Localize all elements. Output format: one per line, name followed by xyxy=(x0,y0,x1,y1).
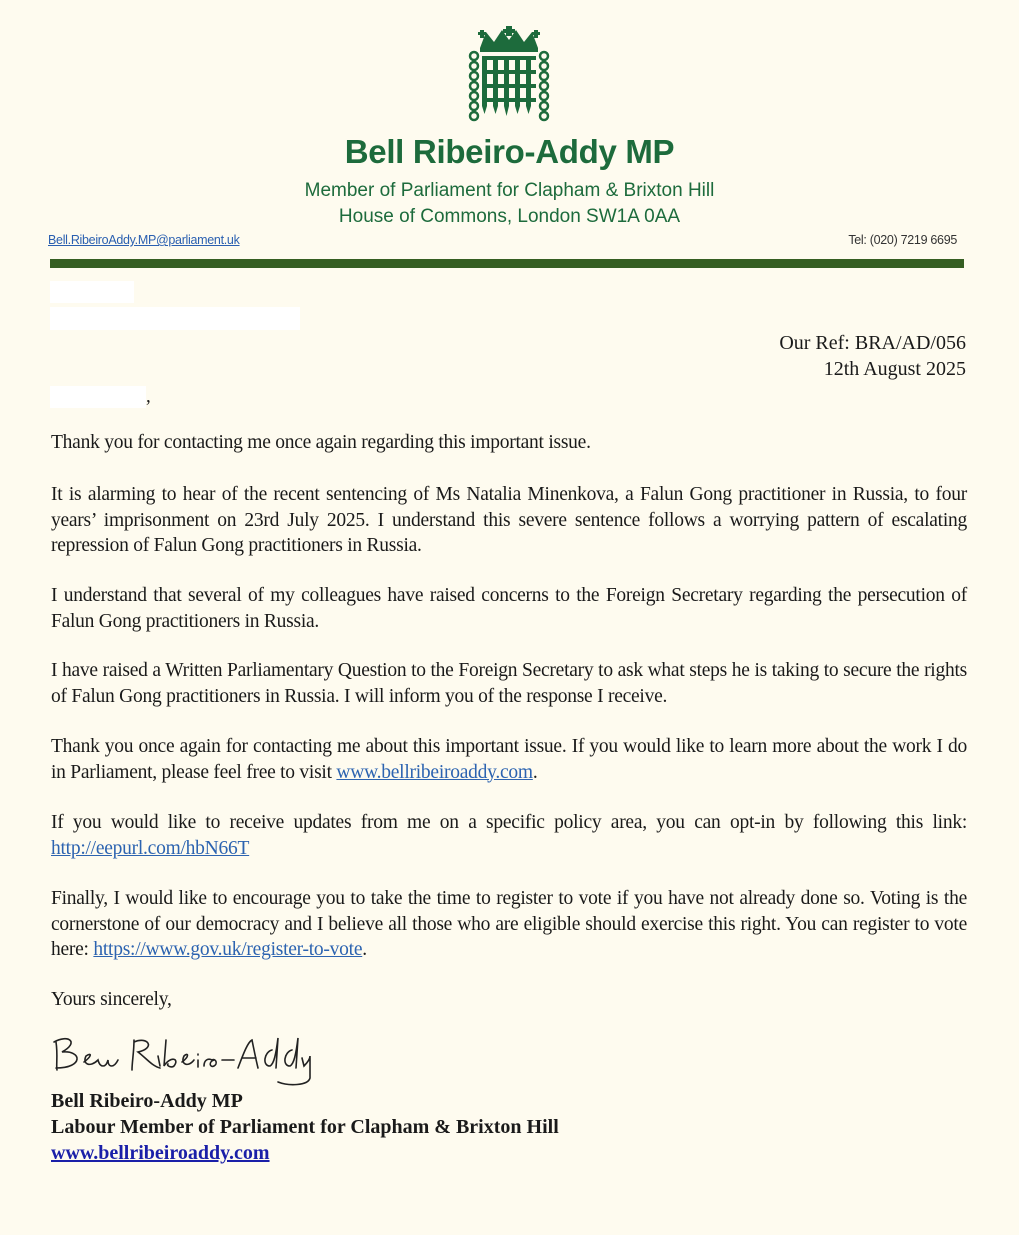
paragraph-5 xyxy=(51,734,967,785)
paragraph-5-end: . xyxy=(532,761,538,783)
paragraph-2: It is alarming to hear of the recent sentencing of Ms Natalia Minenkova, a Falun Gong practitioner in Russia, to four years’ imprisonment on 23rd July 2025. I understand this severe sentence follows a worrying pattern of escalating repression of Falun Gong practitioners in Russia. xyxy=(51,484,967,556)
letter-date: 12th August 2025 xyxy=(823,358,966,380)
signatory-website xyxy=(51,1140,270,1166)
letterhead-constituency: Member of Parliament for Clapham & Brixton Hill xyxy=(304,180,715,201)
email-link[interactable]: Bell.RibeiroAddy.MP@parliament.uk xyxy=(48,233,240,247)
website-link[interactable]: www.bellribeiroaddy.com xyxy=(336,761,533,783)
signatory-website-link[interactable]: www.bellribeiroaddy.com xyxy=(51,1142,270,1164)
paragraph-7-end: . xyxy=(362,939,367,960)
letterhead-address: House of Commons, London SW1A 0AA xyxy=(338,206,681,227)
paragraph-6-text: If you would like to receive updates from me on a specific policy area, you can opt-in by following this link: xyxy=(51,812,967,833)
portcullis-icon xyxy=(466,26,552,122)
closing: Yours sincerely, xyxy=(51,989,172,1010)
paragraph-6 xyxy=(51,810,967,861)
paragraph-5-text: Thank you once again for contacting me about this important issue. If you would like to learn more about the work I do in Parliament, please feel free to visit xyxy=(51,736,967,783)
optin-link[interactable]: http://eepurl.com/hbN66T xyxy=(51,837,250,859)
signatory-title: Labour Member of Parliament for Clapham & Brixton Hill xyxy=(51,1116,559,1138)
paragraph-3: I understand that several of my colleagues have raised concerns to the Foreign Secretary regarding the persecution of Falun Gong practitioners in Russia. xyxy=(51,585,967,632)
letterhead-name: Bell Ribeiro-Addy MP xyxy=(344,133,675,170)
redacted-recipient-name xyxy=(50,281,134,303)
paragraph-7 xyxy=(51,886,967,963)
register-vote-link[interactable]: https://www.gov.uk/register-to-vote xyxy=(93,939,363,960)
salutation-comma: , xyxy=(146,386,151,407)
paragraph-7-text: Finally, I would like to encourage you to take the time to register to vote if you have not already done so. Voting is the cornerstone of our democracy and I believe all those who are eligible should exercise this right. You can register to vote here: xyxy=(51,888,967,960)
paragraph-4: I have raised a Written Parliamentary Question to the Foreign Secretary to ask what steps he is taking to secure the rights of Falun Gong practitioners in Russia. I will inform you of the response I receive. xyxy=(51,660,967,707)
signatory-name: Bell Ribeiro-Addy MP xyxy=(51,1090,243,1112)
redacted-salutation xyxy=(50,386,146,408)
reference-block xyxy=(779,330,966,382)
letterhead-divider xyxy=(50,259,964,268)
redacted-recipient-address xyxy=(50,307,300,330)
telephone: Tel: (020) 7219 6695 xyxy=(848,233,957,247)
reference-number: Our Ref: BRA/AD/056 xyxy=(779,332,966,354)
handwritten-signature xyxy=(48,1030,318,1090)
paragraph-1: Thank you for contacting me once again regarding this important issue. xyxy=(51,432,591,453)
